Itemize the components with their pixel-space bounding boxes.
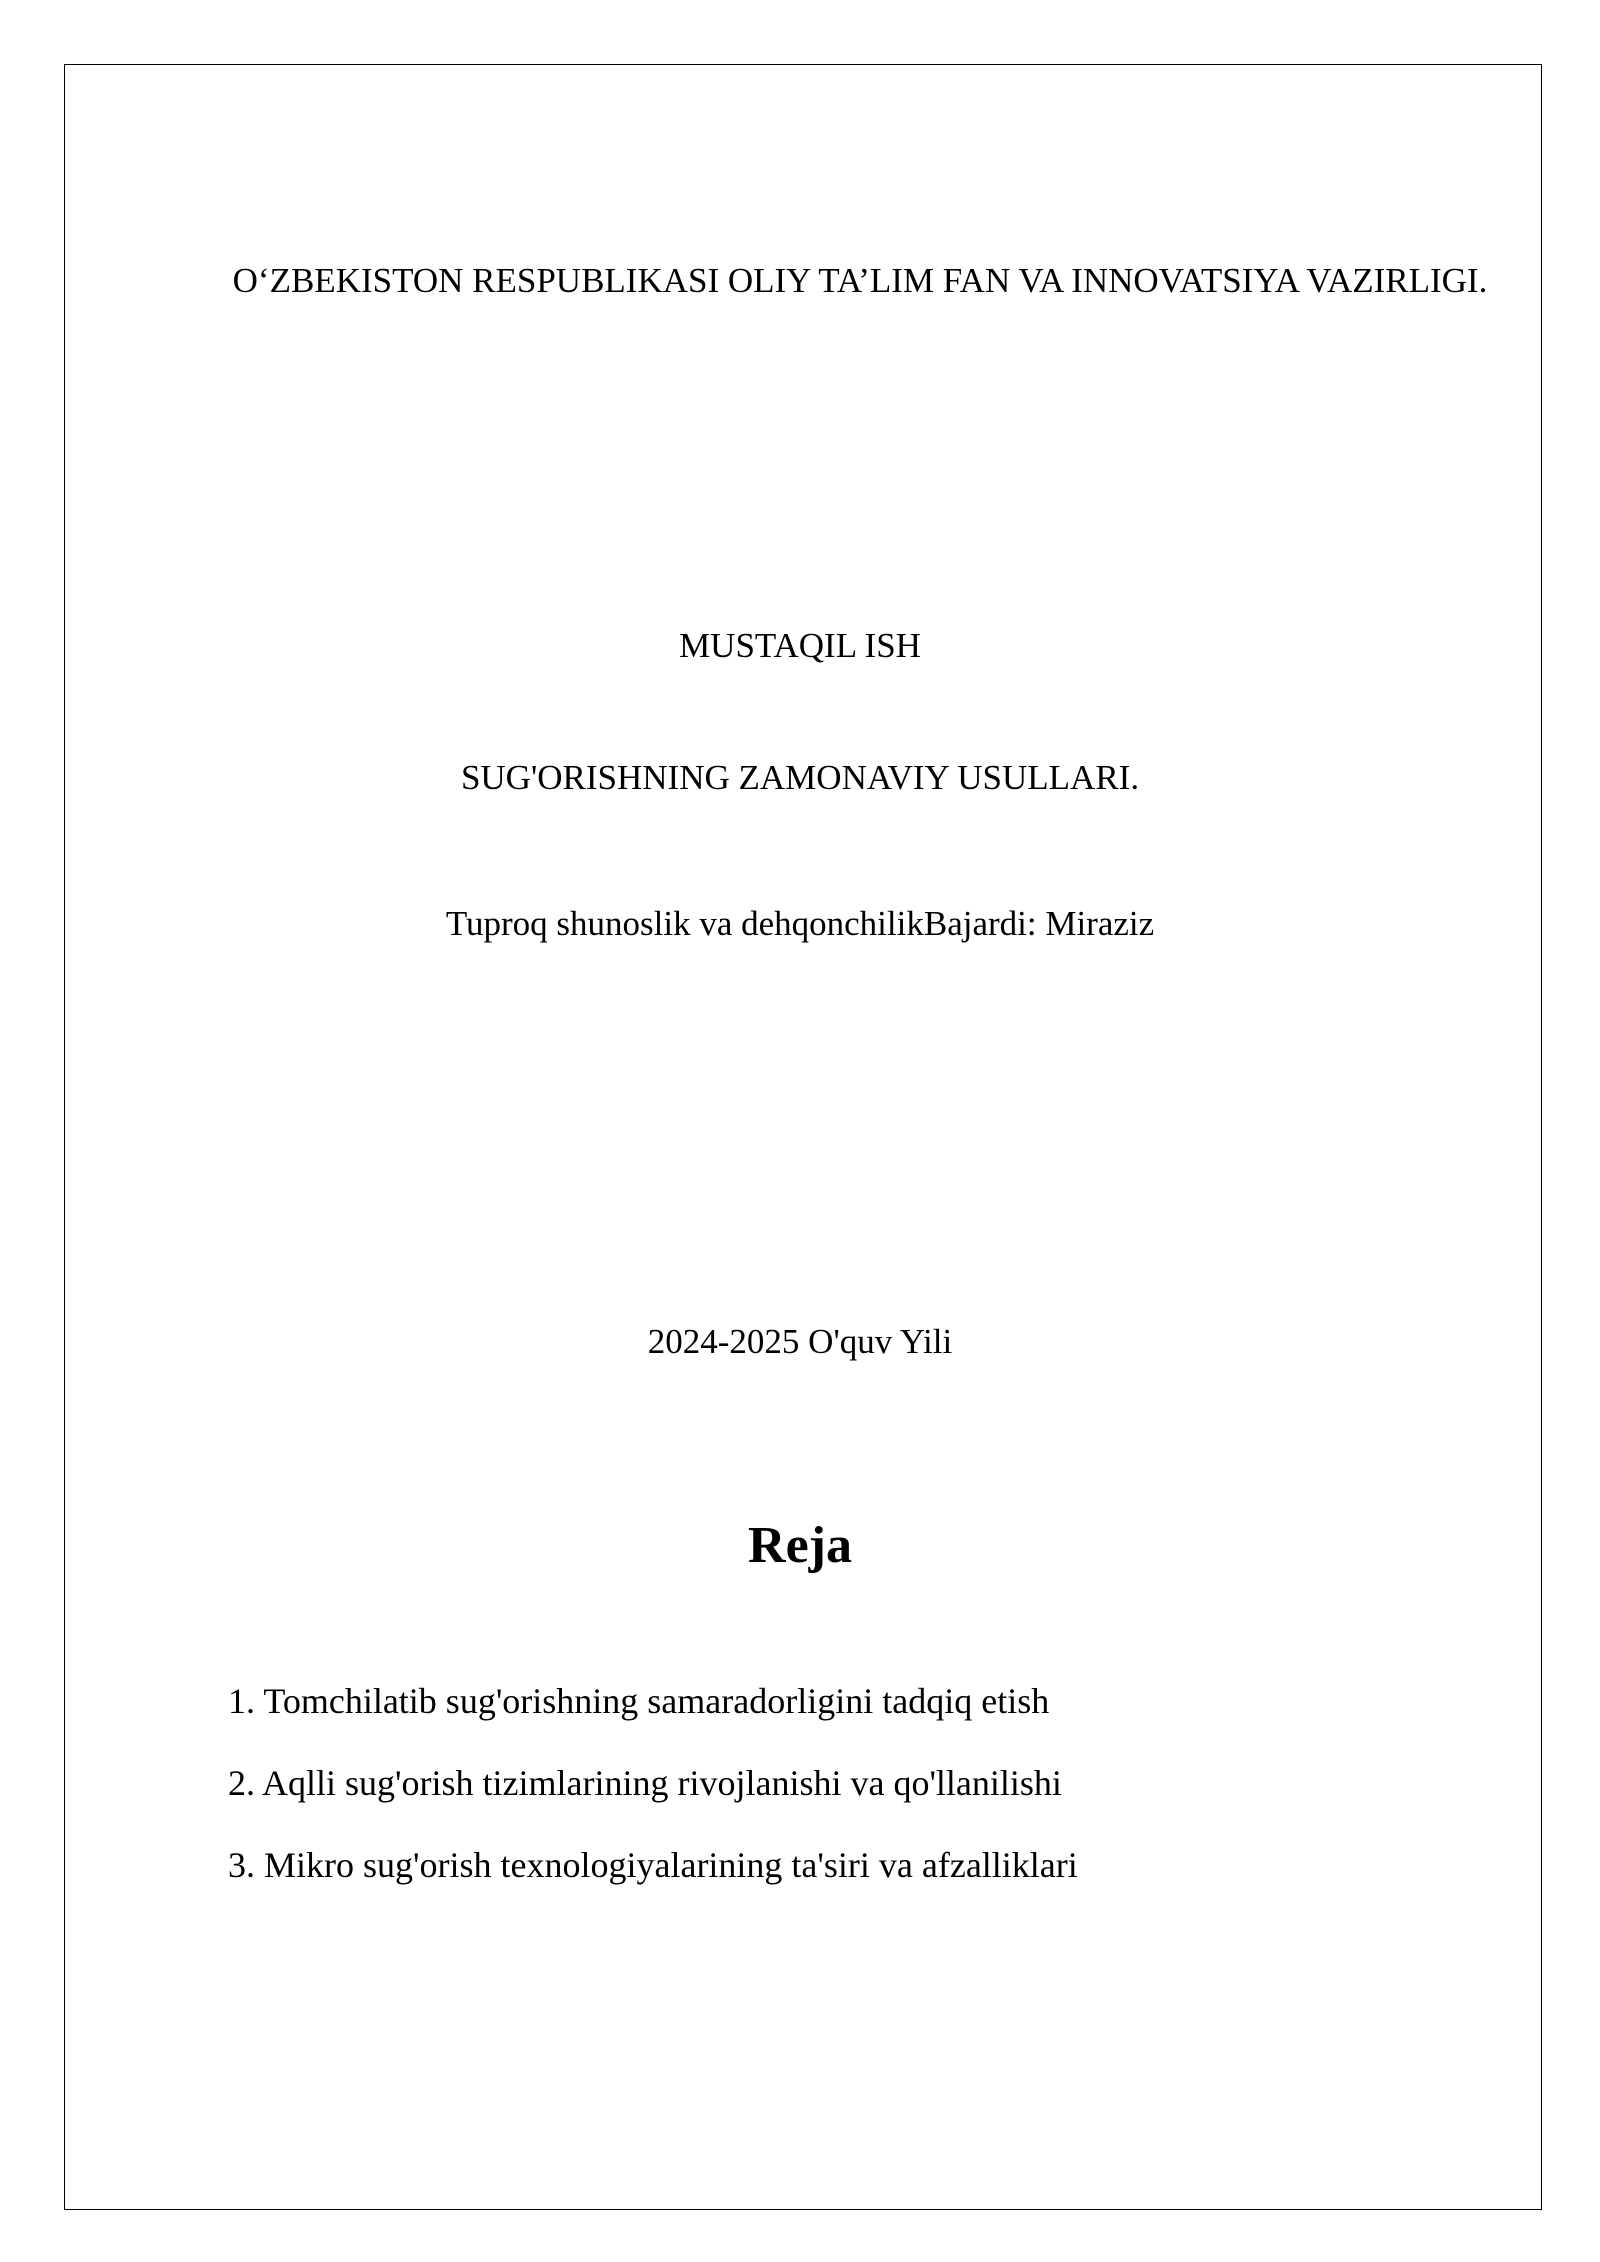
subject-author-line: Tuproq shunoslik va dehqonchilikBajardi: Miraziz	[445, 904, 1155, 943]
academic-year: 2024-2025 O'quv Yili	[647, 1322, 953, 1361]
plan-item-number: 2.	[228, 1763, 255, 1803]
plan-item	[228, 1824, 1078, 1906]
plan-item-text: Mikro sug'orish texnologiyalarining ta'siri va afzalliklari	[264, 1845, 1078, 1885]
topic-title: SUG'ORISHNING ZAMONAVIY USULLARI.	[460, 758, 1140, 797]
plan-item-text: Tomchilatib sug'orishning samaradorligini tadqiq etish	[263, 1681, 1050, 1721]
ministry-header: O‘ZBEKISTON RESPUBLIKASI OLIY TA’LIM FAN VA INNOVATSIYA VAZIRLIGI.	[232, 261, 1488, 300]
plan-item-text: Aqlli sug'orish tizimlarining rivojlanishi va qo'llanilishi	[262, 1763, 1062, 1803]
plan-item-number: 3.	[228, 1845, 255, 1885]
plan-item	[228, 1742, 1078, 1824]
work-type-title: MUSTAQIL ISH	[679, 626, 921, 665]
plan-item-number: 1.	[228, 1681, 255, 1721]
plan-item	[228, 1660, 1078, 1742]
plan-list	[228, 1660, 1078, 1906]
plan-heading: Reja	[748, 1517, 852, 1574]
